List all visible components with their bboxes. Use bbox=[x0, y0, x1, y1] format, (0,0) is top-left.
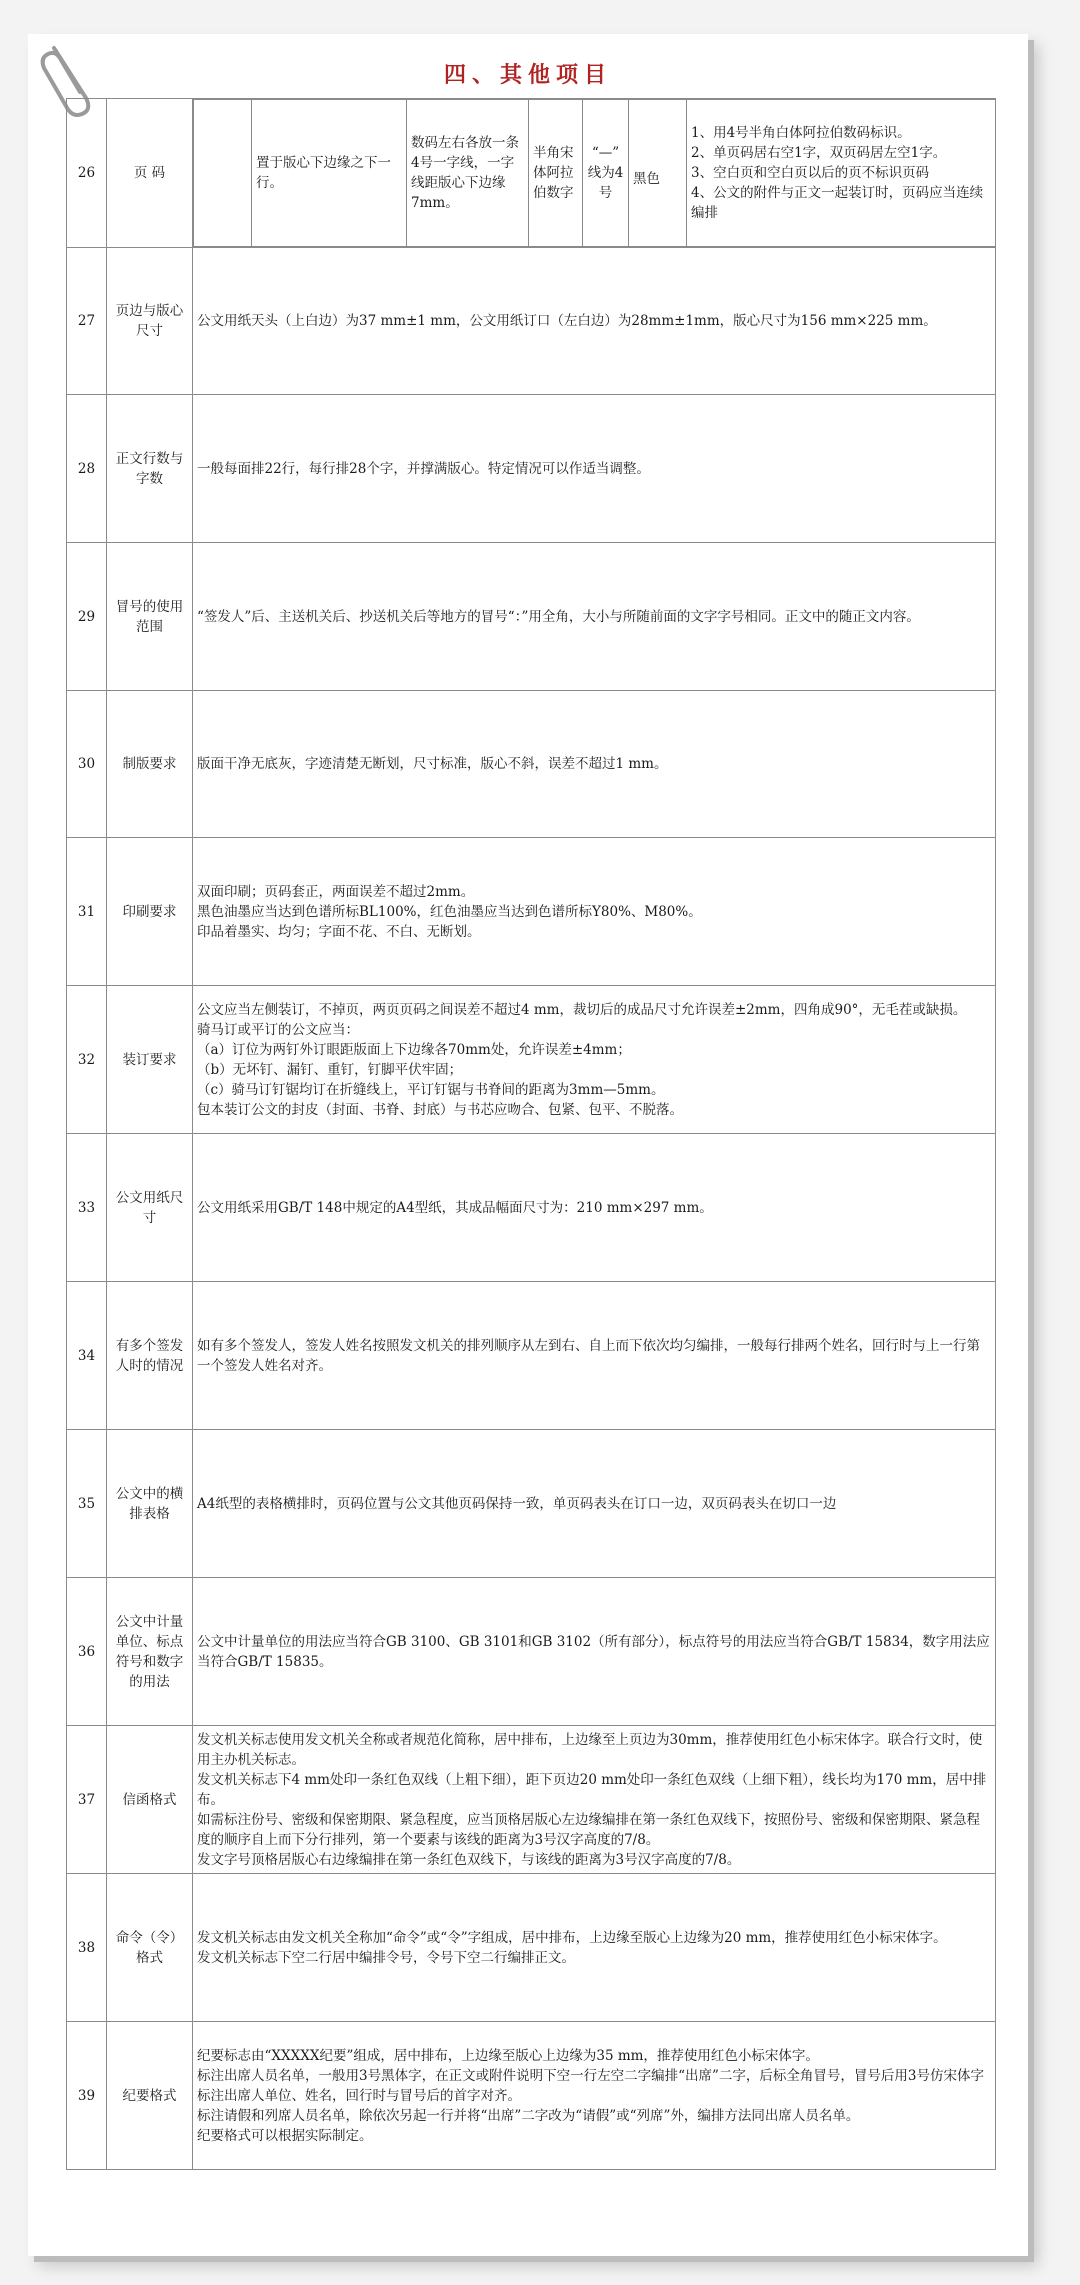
row-content bbox=[193, 838, 996, 986]
page-number-subtable bbox=[193, 99, 995, 247]
table-row bbox=[67, 99, 996, 248]
row-content bbox=[193, 395, 996, 543]
note-line: 2、单页码居右空1字，双页码居左空1字。 bbox=[691, 145, 947, 161]
position-cell: 置于版心下边缘之下一行。 bbox=[252, 100, 407, 247]
row-number: 27 bbox=[67, 248, 107, 395]
table-row bbox=[67, 1874, 996, 2022]
content-line: 发文机关标志下空二行居中编排令号，令号下空二行编排正文。 bbox=[197, 1949, 575, 1966]
blank-cell bbox=[194, 100, 252, 247]
content-line: 如需标注份号、密级和保密期限、紧急程度，应当顶格居版心左边缘编排在第一条红色双线下，按照份号、密级和保密期限、紧急程度的顺序自上而下分行排列，第一个要素与该线的距离为3号汉字高度的7/8。 bbox=[197, 1811, 980, 1848]
row-content bbox=[193, 248, 996, 395]
row-number: 37 bbox=[67, 1726, 107, 1874]
table-row bbox=[67, 1726, 996, 1874]
content-line: 发文机关标志由发文机关全称加“命令”或“令”字组成，居中排布，上边缘至版心上边缘为20 mm，推荐使用红色小标宋体字。 bbox=[197, 1929, 947, 1946]
content-line: A4纸型的表格横排时，页码位置与公文其他页码保持一致，单页码表头在订口一边，双页码表头在切口一边 bbox=[197, 1495, 837, 1512]
content-line: 纪要格式可以根据实际制定。 bbox=[197, 2127, 373, 2144]
content-line: 公文中计量单位的用法应当符合GB 3100、GB 3101和GB 3102（所有部分），标点符号的用法应当符合GB/T 15834，数字用法应当符合GB/T 15835。 bbox=[197, 1633, 990, 1670]
row-number: 39 bbox=[67, 2022, 107, 2170]
table-row bbox=[67, 986, 996, 1134]
row-content bbox=[193, 543, 996, 691]
table-row bbox=[67, 691, 996, 838]
table-row bbox=[67, 1282, 996, 1430]
content-line: 版面干净无底灰，字迹清楚无断划，尺寸标准，版心不斜，误差不超过1 mm。 bbox=[197, 756, 668, 772]
table-row bbox=[67, 1430, 996, 1578]
row-number: 35 bbox=[67, 1430, 107, 1578]
row-item: 装订要求 bbox=[107, 986, 193, 1134]
row-content bbox=[193, 1430, 996, 1578]
row-content bbox=[193, 1282, 996, 1430]
table-row bbox=[67, 248, 996, 395]
row-content bbox=[193, 99, 996, 248]
row-number: 28 bbox=[67, 395, 107, 543]
content-line: 如有多个签发人，签发人姓名按照发文机关的排列顺序从左到右、自上而下依次均匀编排，一般每行排两个姓名，回行时与上一行第一个签发人姓名对齐。 bbox=[197, 1337, 980, 1374]
row-item: 印刷要求 bbox=[107, 838, 193, 986]
content-line: 一般每面排22行，每行排28个字，并撑满版心。特定情况可以作适当调整。 bbox=[197, 460, 650, 477]
document-page bbox=[28, 34, 1028, 2256]
layout-cell: 数码左右各放一条4号一字线，一字线距版心下边缘7mm。 bbox=[407, 100, 529, 247]
table-row bbox=[67, 1134, 996, 1282]
spec-rows bbox=[67, 248, 996, 2170]
color-cell: 黑色 bbox=[629, 100, 687, 247]
table-row bbox=[67, 395, 996, 543]
row-content bbox=[193, 1726, 996, 1874]
row-item: 命令（令）格式 bbox=[107, 1874, 193, 2022]
note-line: 1、用4号半角白体阿拉伯数码标识。 bbox=[691, 125, 911, 141]
content-line: 印品着墨实、均匀；字面不花、不白、无断划。 bbox=[197, 923, 481, 940]
row-number: 33 bbox=[67, 1134, 107, 1282]
content-line: （c）骑马订钉锯均订在折缝线上，平订钉锯与书脊间的距离为3mm—5mm。 bbox=[197, 1081, 665, 1098]
content-line: 发文机关标志使用发文机关全称或者规范化简称，居中排布，上边缘至上页边为30mm，推荐使用红色小标宋体字。联合行文时，使用主办机关标志。 bbox=[197, 1731, 983, 1768]
row-number: 30 bbox=[67, 691, 107, 838]
content-line: 标注请假和列席人员名单，除依次另起一行并将“出席”二字改为“请假”或“列席”外，编排方法同出席人员名单。 bbox=[197, 2107, 860, 2124]
size-cell: “—”线为4号 bbox=[583, 100, 629, 247]
row-item: 页 码 bbox=[107, 99, 193, 248]
row-content bbox=[193, 1874, 996, 2022]
row-number: 32 bbox=[67, 986, 107, 1134]
content-line: （b）无坏钉、漏钉、重钉，钉脚平伏牢固； bbox=[197, 1061, 463, 1078]
row-item: 公文用纸尺寸 bbox=[107, 1134, 193, 1282]
row-item: 公文中计量单位、标点符号和数字的用法 bbox=[107, 1578, 193, 1726]
row-number: 31 bbox=[67, 838, 107, 986]
note-line: 3、空白页和空白页以后的页不标识页码 bbox=[691, 165, 930, 181]
notes-cell bbox=[687, 100, 996, 247]
row-item: 公文中的横排表格 bbox=[107, 1430, 193, 1578]
table-row bbox=[67, 838, 996, 986]
row-item: 制版要求 bbox=[107, 691, 193, 838]
row-item: 页边与版心尺寸 bbox=[107, 248, 193, 395]
row-number: 26 bbox=[67, 99, 107, 248]
content-line: “签发人”后、主送机关后、抄送机关后等地方的冒号“：”用全角，大小与所随前面的文字字号相同。正文中的随正文内容。 bbox=[197, 608, 920, 625]
table-row bbox=[67, 1578, 996, 1726]
table-row bbox=[67, 543, 996, 691]
spec-table bbox=[66, 98, 996, 2170]
row-content bbox=[193, 2022, 996, 2170]
row-number: 29 bbox=[67, 543, 107, 691]
row-content bbox=[193, 1578, 996, 1726]
content-line: 包本装订公文的封皮（封面、书脊、封底）与书芯应吻合、包紧、包平、不脱落。 bbox=[197, 1101, 683, 1118]
content-line: 纪要标志由“XXXXX纪要”组成，居中排布，上边缘至版心上边缘为35 mm，推荐使用红色小标宋体字。 bbox=[197, 2047, 819, 2064]
content-line: 骑马订或平订的公文应当： bbox=[197, 1021, 359, 1038]
row-item: 正文行数与字数 bbox=[107, 395, 193, 543]
content-line: 公文用纸采用GB/T 148中规定的A4型纸，其成品幅面尺寸为：210 mm×297 mm。 bbox=[197, 1199, 713, 1216]
section-title: 四、其他项目 bbox=[443, 62, 612, 88]
row-number: 34 bbox=[67, 1282, 107, 1430]
table-row bbox=[67, 2022, 996, 2170]
content-line: 发文字号顶格居版心右边缘编排在第一条红色双线下，与该线的距离为3号汉字高度的7/8。 bbox=[197, 1851, 741, 1868]
content-line: 标注出席人员名单，一般用3号黑体字，在正文或附件说明下空一行左空二字编排“出席”二字，后标全角冒号，冒号后用3号仿宋体字标注出席人单位、姓名，回行时与冒号后的首字对齐。 bbox=[197, 2067, 984, 2104]
note-line: 4、公文的附件与正文一起装订时，页码应当连续编排 bbox=[691, 185, 984, 221]
row-item: 信函格式 bbox=[107, 1726, 193, 1874]
content-line: 双面印刷；页码套正，两面误差不超过2mm。 bbox=[197, 883, 475, 900]
row-content bbox=[193, 986, 996, 1134]
content-line: （a）订位为两钉外订眼距版面上下边缘各70mm处，允许误差±4mm； bbox=[197, 1041, 631, 1058]
row-item: 纪要格式 bbox=[107, 2022, 193, 2170]
row-content bbox=[193, 691, 996, 838]
content-line: 公文用纸天头（上白边）为37 mm±1 mm，公文用纸订口（左白边）为28mm±1mm，版心尺寸为156 mm×225 mm。 bbox=[197, 313, 937, 329]
content-line: 发文机关标志下4 mm处印一条红色双线（上粗下细），距下页边20 mm处印一条红色双线（上细下粗），线长均为170 mm，居中排布。 bbox=[197, 1771, 987, 1808]
row-number: 36 bbox=[67, 1578, 107, 1726]
row-item: 有多个签发人时的情况 bbox=[107, 1282, 193, 1430]
font-cell: 半角宋体阿拉伯数字 bbox=[529, 100, 583, 247]
content-line: 公文应当左侧装订，不掉页，两页页码之间误差不超过4 mm，裁切后的成品尺寸允许误差±2mm，四角成90°，无毛茬或缺损。 bbox=[197, 1001, 967, 1018]
row-item: 冒号的使用范围 bbox=[107, 543, 193, 691]
row-number: 38 bbox=[67, 1874, 107, 2022]
row-content bbox=[193, 1134, 996, 1282]
content-line: 黑色油墨应当达到色谱所标BL100%，红色油墨应当达到色谱所标Y80%、M80%。 bbox=[197, 903, 702, 920]
